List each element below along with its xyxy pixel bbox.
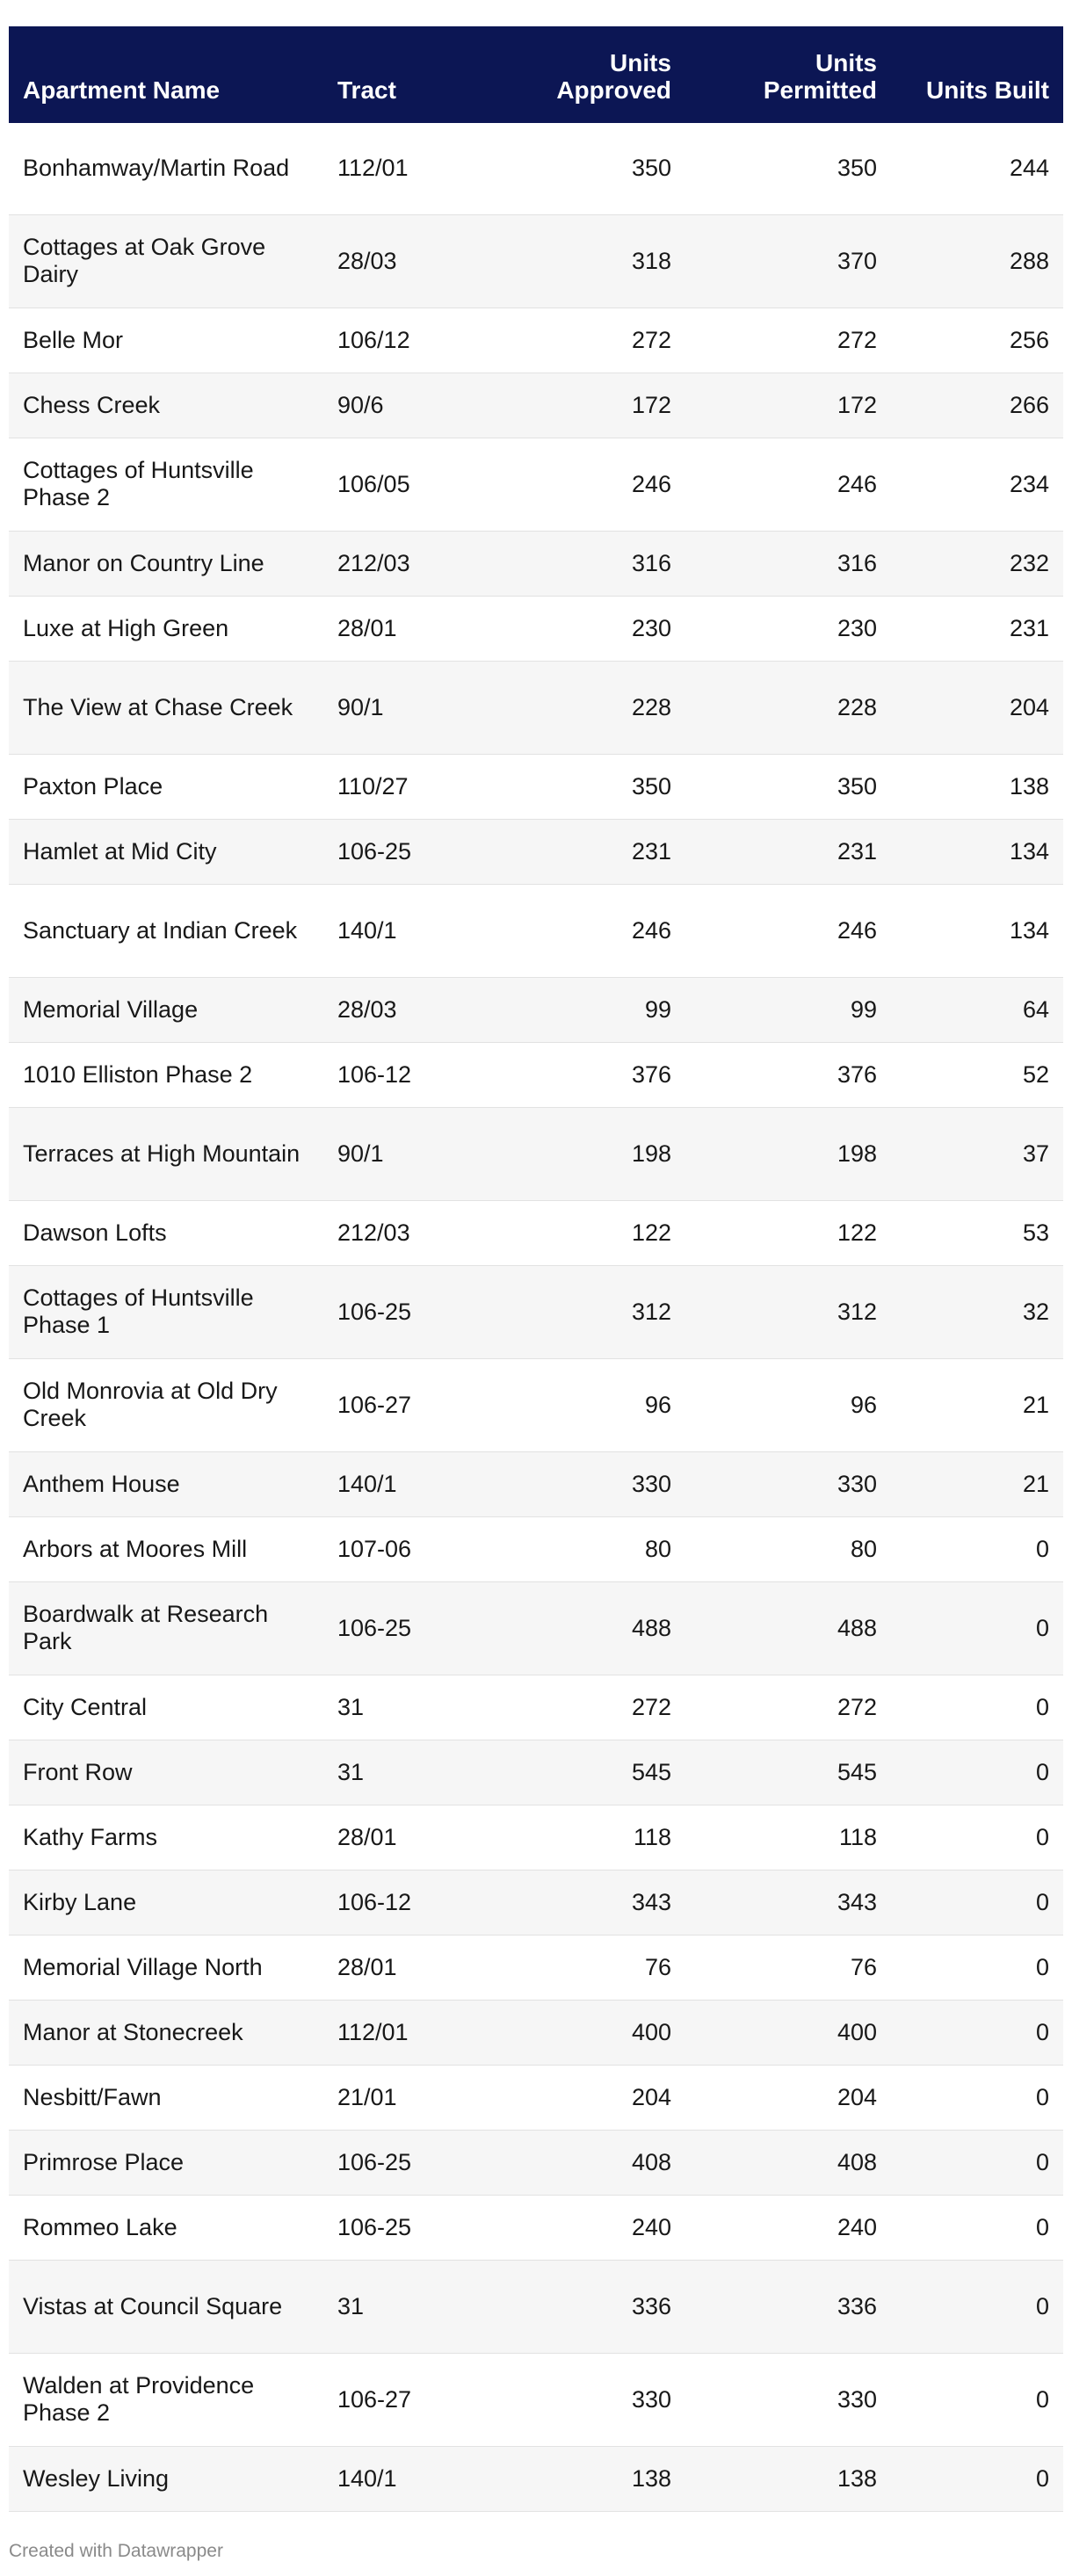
table-row bbox=[9, 1935, 1063, 2000]
cell-units-permitted: 330 bbox=[685, 1451, 891, 1516]
table-body bbox=[9, 121, 1063, 2511]
cell-units-built: 234 bbox=[891, 438, 1063, 531]
cell-units-permitted: 408 bbox=[685, 2130, 891, 2195]
cell-units-approved: 240 bbox=[482, 2195, 685, 2260]
cell-apartment-name: Old Monrovia at Old Dry Creek bbox=[9, 1358, 323, 1451]
table-row bbox=[9, 819, 1063, 884]
cell-units-built: 0 bbox=[891, 2353, 1063, 2446]
cell-units-built: 0 bbox=[891, 2130, 1063, 2195]
cell-tract: 106-12 bbox=[323, 1870, 482, 1935]
cell-apartment-name: Hamlet at Mid City bbox=[9, 819, 323, 884]
cell-tract: 90/1 bbox=[323, 661, 482, 754]
cell-apartment-name: Chess Creek bbox=[9, 373, 323, 438]
cell-tract: 21/01 bbox=[323, 2065, 482, 2130]
cell-units-built: 64 bbox=[891, 977, 1063, 1042]
cell-apartment-name: Paxton Place bbox=[9, 754, 323, 819]
cell-apartment-name: 1010 Elliston Phase 2 bbox=[9, 1042, 323, 1107]
table-row bbox=[9, 596, 1063, 661]
cell-units-approved: 228 bbox=[482, 661, 685, 754]
cell-apartment-name: Terraces at High Mountain bbox=[9, 1107, 323, 1200]
cell-units-built: 204 bbox=[891, 661, 1063, 754]
table-row bbox=[9, 2353, 1063, 2446]
cell-units-built: 21 bbox=[891, 1358, 1063, 1451]
cell-tract: 28/03 bbox=[323, 214, 482, 308]
cell-apartment-name: Dawson Lofts bbox=[9, 1200, 323, 1265]
cell-units-built: 138 bbox=[891, 754, 1063, 819]
cell-units-permitted: 138 bbox=[685, 2446, 891, 2511]
cell-units-built: 0 bbox=[891, 2195, 1063, 2260]
cell-units-built: 0 bbox=[891, 1516, 1063, 1581]
table-row bbox=[9, 2195, 1063, 2260]
cell-tract: 106-25 bbox=[323, 2130, 482, 2195]
cell-units-permitted: 488 bbox=[685, 1581, 891, 1675]
cell-tract: 90/1 bbox=[323, 1107, 482, 1200]
table-row bbox=[9, 1358, 1063, 1451]
cell-units-approved: 318 bbox=[482, 214, 685, 308]
cell-units-approved: 376 bbox=[482, 1042, 685, 1107]
cell-apartment-name: Bonhamway/Martin Road bbox=[9, 121, 323, 214]
cell-units-permitted: 400 bbox=[685, 2000, 891, 2065]
table-row bbox=[9, 531, 1063, 596]
cell-units-permitted: 376 bbox=[685, 1042, 891, 1107]
cell-units-approved: 96 bbox=[482, 1358, 685, 1451]
table-row bbox=[9, 1516, 1063, 1581]
cell-tract: 140/1 bbox=[323, 884, 482, 977]
cell-units-approved: 343 bbox=[482, 1870, 685, 1935]
cell-units-permitted: 272 bbox=[685, 1675, 891, 1740]
cell-tract: 212/03 bbox=[323, 531, 482, 596]
cell-units-permitted: 228 bbox=[685, 661, 891, 754]
cell-units-built: 0 bbox=[891, 1805, 1063, 1870]
cell-apartment-name: Luxe at High Green bbox=[9, 596, 323, 661]
cell-apartment-name: Cottages of Huntsville Phase 1 bbox=[9, 1265, 323, 1358]
cell-units-approved: 76 bbox=[482, 1935, 685, 2000]
cell-units-permitted: 350 bbox=[685, 121, 891, 214]
cell-units-permitted: 172 bbox=[685, 373, 891, 438]
cell-units-built: 21 bbox=[891, 1451, 1063, 1516]
cell-units-built: 244 bbox=[891, 121, 1063, 214]
table-row bbox=[9, 2446, 1063, 2511]
cell-apartment-name: Kathy Farms bbox=[9, 1805, 323, 1870]
table-row bbox=[9, 121, 1063, 214]
cell-units-built: 0 bbox=[891, 2446, 1063, 2511]
header-units-approved[interactable]: Units Approved bbox=[556, 49, 671, 104]
cell-units-permitted: 350 bbox=[685, 754, 891, 819]
cell-apartment-name: Front Row bbox=[9, 1740, 323, 1805]
cell-units-built: 134 bbox=[891, 884, 1063, 977]
cell-tract: 106-25 bbox=[323, 1581, 482, 1675]
apartments-table bbox=[9, 26, 1063, 2512]
cell-units-built: 288 bbox=[891, 214, 1063, 308]
cell-units-approved: 138 bbox=[482, 2446, 685, 2511]
header-units-built[interactable]: Units Built bbox=[926, 76, 1049, 104]
table-row bbox=[9, 1200, 1063, 1265]
cell-units-built: 32 bbox=[891, 1265, 1063, 1358]
cell-tract: 28/01 bbox=[323, 1805, 482, 1870]
table-row bbox=[9, 1740, 1063, 1805]
table-row bbox=[9, 1870, 1063, 1935]
cell-units-approved: 545 bbox=[482, 1740, 685, 1805]
cell-apartment-name: Boardwalk at Research Park bbox=[9, 1581, 323, 1675]
cell-units-permitted: 316 bbox=[685, 531, 891, 596]
cell-apartment-name: Walden at Providence Phase 2 bbox=[9, 2353, 323, 2446]
cell-units-permitted: 370 bbox=[685, 214, 891, 308]
table-row bbox=[9, 1265, 1063, 1358]
cell-apartment-name: Nesbitt/Fawn bbox=[9, 2065, 323, 2130]
cell-units-approved: 408 bbox=[482, 2130, 685, 2195]
cell-apartment-name: Kirby Lane bbox=[9, 1870, 323, 1935]
header-apartment-name[interactable]: Apartment Name bbox=[23, 76, 221, 104]
cell-units-approved: 312 bbox=[482, 1265, 685, 1358]
cell-units-approved: 99 bbox=[482, 977, 685, 1042]
table-row bbox=[9, 2000, 1063, 2065]
cell-units-permitted: 240 bbox=[685, 2195, 891, 2260]
cell-units-approved: 272 bbox=[482, 308, 685, 373]
cell-tract: 106/12 bbox=[323, 308, 482, 373]
table-row bbox=[9, 2065, 1063, 2130]
cell-units-permitted: 230 bbox=[685, 596, 891, 661]
cell-tract: 106-27 bbox=[323, 2353, 482, 2446]
cell-tract: 28/03 bbox=[323, 977, 482, 1042]
cell-units-built: 0 bbox=[891, 2260, 1063, 2353]
table-row bbox=[9, 308, 1063, 373]
table-row bbox=[9, 1042, 1063, 1107]
cell-tract: 140/1 bbox=[323, 2446, 482, 2511]
data-table-container bbox=[9, 26, 1063, 2512]
table-row bbox=[9, 2130, 1063, 2195]
cell-apartment-name: Belle Mor bbox=[9, 308, 323, 373]
cell-units-permitted: 96 bbox=[685, 1358, 891, 1451]
cell-units-built: 37 bbox=[891, 1107, 1063, 1200]
cell-units-approved: 246 bbox=[482, 438, 685, 531]
cell-tract: 90/6 bbox=[323, 373, 482, 438]
cell-apartment-name: Cottages at Oak Grove Dairy bbox=[9, 214, 323, 308]
cell-units-built: 0 bbox=[891, 1740, 1063, 1805]
cell-tract: 31 bbox=[323, 2260, 482, 2353]
cell-units-built: 232 bbox=[891, 531, 1063, 596]
cell-units-approved: 330 bbox=[482, 1451, 685, 1516]
table-row bbox=[9, 1451, 1063, 1516]
cell-apartment-name: Primrose Place bbox=[9, 2130, 323, 2195]
cell-units-built: 266 bbox=[891, 373, 1063, 438]
cell-units-approved: 272 bbox=[482, 1675, 685, 1740]
cell-apartment-name: Arbors at Moores Mill bbox=[9, 1516, 323, 1581]
cell-units-permitted: 76 bbox=[685, 1935, 891, 2000]
cell-tract: 212/03 bbox=[323, 1200, 482, 1265]
cell-units-permitted: 343 bbox=[685, 1870, 891, 1935]
cell-apartment-name: City Central bbox=[9, 1675, 323, 1740]
cell-tract: 112/01 bbox=[323, 121, 482, 214]
cell-units-approved: 336 bbox=[482, 2260, 685, 2353]
cell-units-approved: 230 bbox=[482, 596, 685, 661]
cell-tract: 106-27 bbox=[323, 1358, 482, 1451]
cell-tract: 107-06 bbox=[323, 1516, 482, 1581]
cell-tract: 112/01 bbox=[323, 2000, 482, 2065]
cell-units-approved: 330 bbox=[482, 2353, 685, 2446]
cell-apartment-name: Vistas at Council Square bbox=[9, 2260, 323, 2353]
cell-apartment-name: Memorial Village bbox=[9, 977, 323, 1042]
cell-apartment-name: Rommeo Lake bbox=[9, 2195, 323, 2260]
datawrapper-credit[interactable]: Created with Datawrapper bbox=[9, 2541, 223, 2561]
cell-units-permitted: 336 bbox=[685, 2260, 891, 2353]
header-tract[interactable]: Tract bbox=[337, 76, 396, 104]
cell-units-built: 0 bbox=[891, 2000, 1063, 2065]
cell-tract: 106-25 bbox=[323, 819, 482, 884]
header-row bbox=[9, 26, 1063, 121]
cell-units-permitted: 246 bbox=[685, 884, 891, 977]
cell-units-permitted: 231 bbox=[685, 819, 891, 884]
cell-units-permitted: 545 bbox=[685, 1740, 891, 1805]
cell-tract: 28/01 bbox=[323, 1935, 482, 2000]
cell-units-approved: 118 bbox=[482, 1805, 685, 1870]
cell-units-approved: 80 bbox=[482, 1516, 685, 1581]
cell-tract: 106-25 bbox=[323, 2195, 482, 2260]
table-row bbox=[9, 438, 1063, 531]
cell-apartment-name: Wesley Living bbox=[9, 2446, 323, 2511]
table-header bbox=[9, 26, 1063, 121]
table-row bbox=[9, 884, 1063, 977]
cell-units-built: 53 bbox=[891, 1200, 1063, 1265]
cell-units-permitted: 204 bbox=[685, 2065, 891, 2130]
cell-tract: 31 bbox=[323, 1675, 482, 1740]
cell-units-approved: 316 bbox=[482, 531, 685, 596]
table-row bbox=[9, 661, 1063, 754]
cell-units-built: 52 bbox=[891, 1042, 1063, 1107]
cell-units-built: 256 bbox=[891, 308, 1063, 373]
cell-units-approved: 400 bbox=[482, 2000, 685, 2065]
table-row bbox=[9, 1675, 1063, 1740]
cell-units-permitted: 198 bbox=[685, 1107, 891, 1200]
cell-units-built: 134 bbox=[891, 819, 1063, 884]
cell-units-approved: 246 bbox=[482, 884, 685, 977]
cell-apartment-name: Cottages of Huntsville Phase 2 bbox=[9, 438, 323, 531]
cell-units-built: 231 bbox=[891, 596, 1063, 661]
cell-units-permitted: 122 bbox=[685, 1200, 891, 1265]
cell-units-approved: 488 bbox=[482, 1581, 685, 1675]
cell-units-built: 0 bbox=[891, 1935, 1063, 2000]
cell-tract: 140/1 bbox=[323, 1451, 482, 1516]
cell-apartment-name: Manor at Stonecreek bbox=[9, 2000, 323, 2065]
cell-units-built: 0 bbox=[891, 1581, 1063, 1675]
cell-apartment-name: Manor on Country Line bbox=[9, 531, 323, 596]
table-row bbox=[9, 1581, 1063, 1675]
cell-units-approved: 231 bbox=[482, 819, 685, 884]
cell-units-approved: 172 bbox=[482, 373, 685, 438]
cell-units-permitted: 272 bbox=[685, 308, 891, 373]
cell-units-approved: 198 bbox=[482, 1107, 685, 1200]
table-row bbox=[9, 1107, 1063, 1200]
header-units-permitted[interactable]: Units Permitted bbox=[763, 49, 877, 104]
cell-apartment-name: Anthem House bbox=[9, 1451, 323, 1516]
cell-units-permitted: 99 bbox=[685, 977, 891, 1042]
cell-units-permitted: 330 bbox=[685, 2353, 891, 2446]
cell-apartment-name: Sanctuary at Indian Creek bbox=[9, 884, 323, 977]
table-row bbox=[9, 977, 1063, 1042]
cell-units-permitted: 118 bbox=[685, 1805, 891, 1870]
cell-units-approved: 204 bbox=[482, 2065, 685, 2130]
cell-tract: 31 bbox=[323, 1740, 482, 1805]
table-row bbox=[9, 214, 1063, 308]
cell-tract: 106-25 bbox=[323, 1265, 482, 1358]
table-row bbox=[9, 373, 1063, 438]
cell-tract: 110/27 bbox=[323, 754, 482, 819]
cell-apartment-name: The View at Chase Creek bbox=[9, 661, 323, 754]
cell-units-approved: 122 bbox=[482, 1200, 685, 1265]
cell-units-approved: 350 bbox=[482, 121, 685, 214]
cell-units-permitted: 246 bbox=[685, 438, 891, 531]
table-row bbox=[9, 1805, 1063, 1870]
cell-units-built: 0 bbox=[891, 1870, 1063, 1935]
cell-units-built: 0 bbox=[891, 1675, 1063, 1740]
cell-units-approved: 350 bbox=[482, 754, 685, 819]
cell-tract: 28/01 bbox=[323, 596, 482, 661]
table-row bbox=[9, 2260, 1063, 2353]
table-row bbox=[9, 754, 1063, 819]
cell-apartment-name: Memorial Village North bbox=[9, 1935, 323, 2000]
cell-tract: 106-12 bbox=[323, 1042, 482, 1107]
cell-tract: 106/05 bbox=[323, 438, 482, 531]
cell-units-permitted: 312 bbox=[685, 1265, 891, 1358]
cell-units-built: 0 bbox=[891, 2065, 1063, 2130]
cell-units-permitted: 80 bbox=[685, 1516, 891, 1581]
